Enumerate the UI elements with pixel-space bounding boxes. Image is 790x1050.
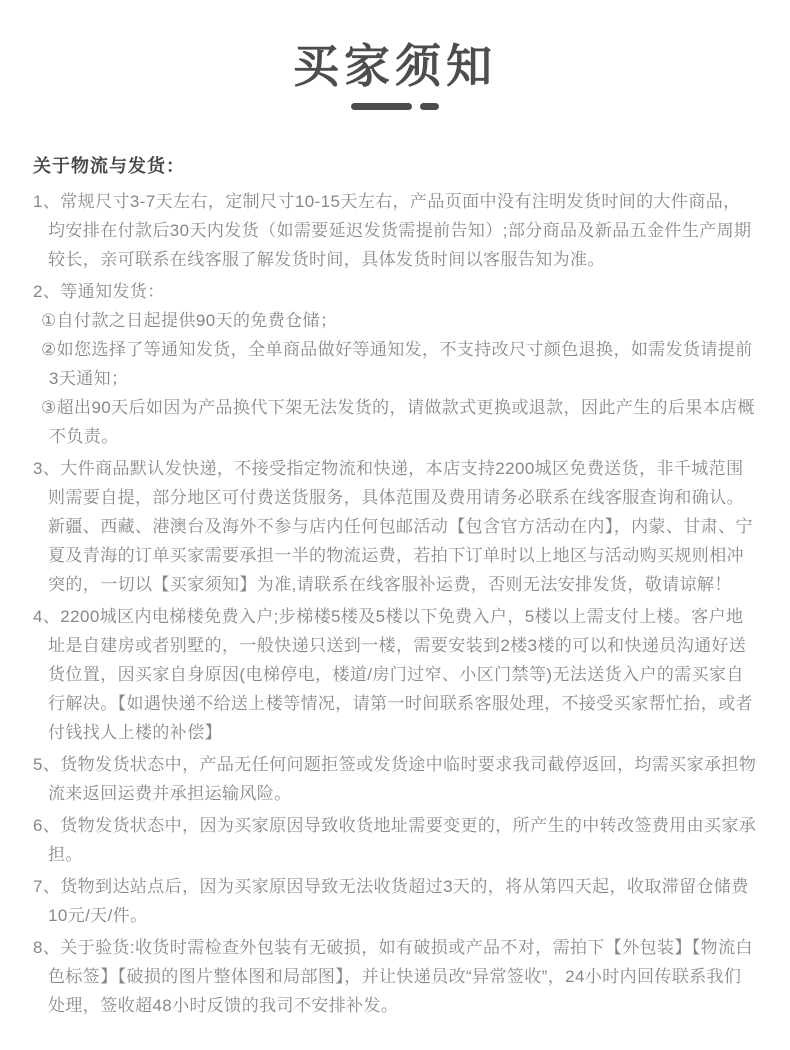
sub-item-text: 自付款之日起提供90天的免费仓储； bbox=[56, 311, 338, 330]
item-text: 常规尺寸3-7天左右，定制尺寸10-15天左右，产品页面中没有注明发货时间的大件商品，均安排在付款后30天内发货（如需要延迟发货需提前告知）;部分商品及新品五金件生产周期较长，亲可联系在线客服了解发货时间，具体发货时间以客服告知为准。 bbox=[48, 192, 752, 269]
notice-item-8 bbox=[33, 933, 757, 1020]
sub-item-text: 超出90天后如因为产品换代下架无法发货的，请做款式更换或退款，因此产生的后果本店概不负责。 bbox=[49, 398, 755, 446]
item-text: 货物发货状态中，因为买家原因导致收货地址需要变更的，所产生的中转改签费用由买家承担。 bbox=[48, 816, 757, 864]
sub-item-marker: ① bbox=[41, 311, 57, 330]
item-number: 7、 bbox=[33, 877, 61, 896]
item-number: 4、 bbox=[33, 607, 61, 626]
sub-item-2 bbox=[41, 335, 757, 393]
item-text: 2200城区内电梯楼免费入户;步梯楼5楼及5楼以下免费入户，5楼以上需支付上楼。客户地址是自建房或者别墅的，一般快递只送到一楼，需要安装到2楼3楼的可以和快递员沟通好送货位置，因买家自身原因(电梯停电，楼道/房门过窄、小区门禁等)无法送货入户的需买家自行解决。【如遇快递不给送上楼等情况，请第一时间联系客服处理，不接受买家帮忙抬，或者付钱找人上楼的补偿】 bbox=[48, 607, 753, 742]
item-number: 5、 bbox=[33, 755, 61, 774]
item-number: 1、 bbox=[33, 192, 61, 211]
notice-item-2 bbox=[33, 277, 757, 451]
notice-list bbox=[33, 187, 757, 1020]
item-number: 6、 bbox=[33, 816, 61, 835]
notice-item-6 bbox=[33, 811, 757, 869]
underline-long-bar bbox=[351, 103, 412, 110]
sub-item-marker: ② bbox=[41, 340, 57, 359]
section-header-logistics: 关于物流与发货： bbox=[33, 156, 185, 176]
sub-item-text: 如您选择了等通知发货，全单商品做好等通知发，不支持改尺寸颜色退换，如需发货请提前3天通知； bbox=[49, 340, 753, 388]
item-number: 3、 bbox=[33, 459, 61, 478]
item-number: 2、 bbox=[33, 282, 61, 301]
item-number: 8、 bbox=[33, 938, 61, 957]
notice-item-3 bbox=[33, 454, 757, 599]
notice-item-7 bbox=[33, 872, 757, 930]
sub-item-marker: ③ bbox=[41, 398, 57, 417]
notice-item-1 bbox=[33, 187, 757, 274]
notice-item-5 bbox=[33, 750, 757, 808]
title-underline-decoration bbox=[0, 103, 790, 110]
underline-short-bar bbox=[420, 103, 439, 110]
item-text: 货物到达站点后，因为买家原因导致无法收货超过3天的，将从第四天起，收取滞留仓储费10元/天/件。 bbox=[48, 877, 749, 925]
item-text: 等通知发货： bbox=[60, 282, 165, 301]
item-text: 大件商品默认发快递，不接受指定物流和快递，本店支持2200城区免费送货，非千城范围则需要自提，部分地区可付费送货服务，具体范围及费用请务必联系在线客服查询和确认。新疆、西藏、港澳台及海外不参与店内任何包邮活动【包含官方活动在内】，内蒙、甘肃、宁夏及青海的订单买家需要承担一半的物流运费，若拍下订单时以上地区与活动购买规则相冲突的，一切以【买家须知】为准,请联系在线客服补运费，否则无法安排发货，敬请谅解！ bbox=[48, 459, 753, 594]
notice-content bbox=[33, 154, 757, 1020]
item-text: 关于验货:收货时需检查外包装有无破损，如有破损或产品不对，需拍下【外包装】【物流白色标签】【破损的图片整体图和局部图】，并让快递员改“异常签收”，24小时内回传联系我们处理，签收超48小时反馈的我司不安排补发。 bbox=[48, 938, 753, 1015]
notice-item-4 bbox=[33, 602, 757, 747]
page-title: 买家须知 bbox=[293, 40, 497, 92]
item-text: 货物发货状态中，产品无任何问题拒签或发货途中临时要求我司截停返回，均需买家承担物流来返回运费并承担运输风险。 bbox=[48, 755, 757, 803]
sub-item-3 bbox=[41, 393, 757, 451]
sub-item-1 bbox=[41, 306, 757, 335]
